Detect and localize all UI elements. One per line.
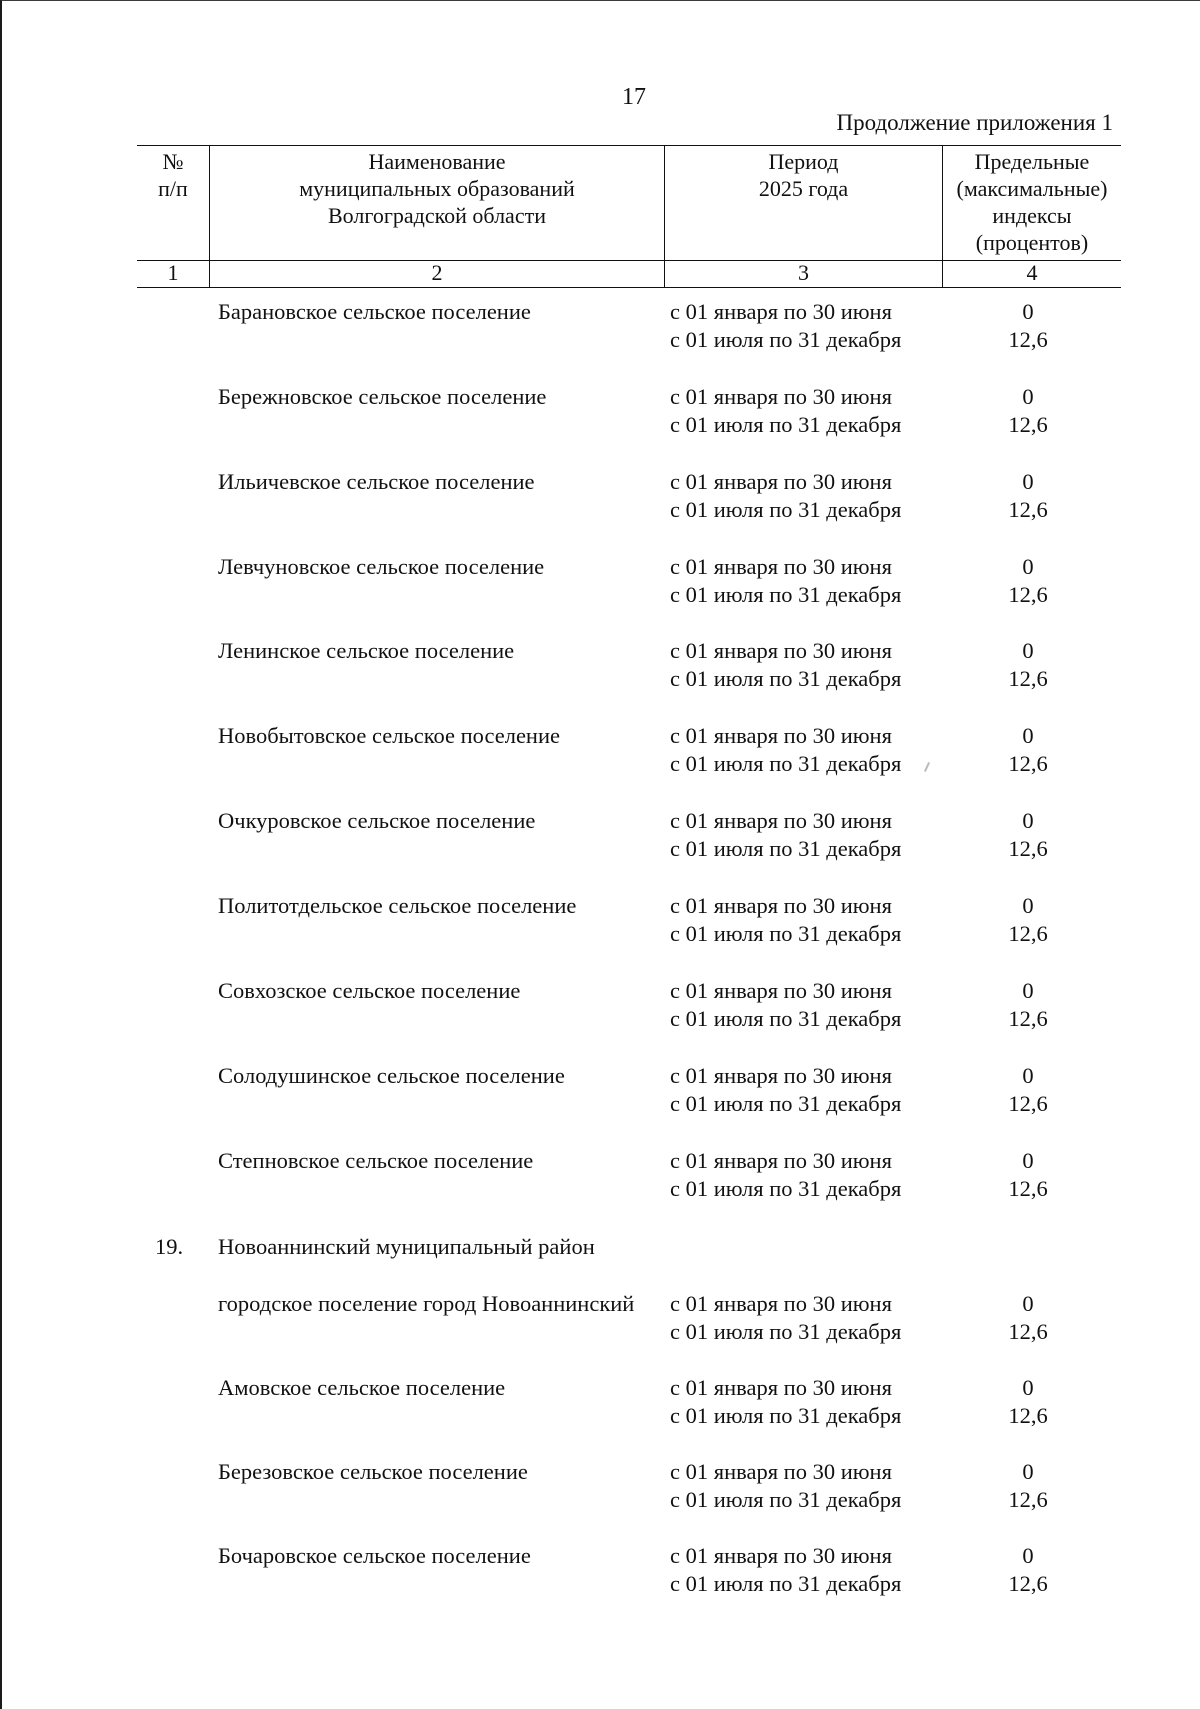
index-value: 0	[1022, 469, 1034, 494]
index-value: 0	[1022, 1459, 1034, 1484]
index-value: 12,6	[1008, 666, 1048, 691]
page-number: 17	[622, 84, 646, 110]
header-line: Наименование	[368, 149, 506, 174]
period-line: с 01 июля по 31 декабря	[670, 921, 902, 946]
index-value: 0	[1022, 384, 1034, 409]
period-line: с 01 июля по 31 декабря	[670, 1091, 902, 1116]
period-cell	[670, 1458, 901, 1514]
period-line: с 01 июля по 31 декабря	[670, 836, 902, 861]
municipality-name: Политотдельское сельское поселение	[218, 893, 577, 918]
index-cell	[968, 1374, 1088, 1430]
index-value: 0	[1022, 1291, 1034, 1316]
period-line: с 01 января по 30 июня	[670, 978, 892, 1003]
column-number: 2	[210, 259, 665, 287]
index-value: 0	[1022, 893, 1034, 918]
row-index: 19.	[155, 1234, 184, 1259]
period-cell	[670, 637, 901, 693]
period-line: с 01 июля по 31 декабря	[670, 751, 902, 776]
index-value: 12,6	[1008, 836, 1048, 861]
index-value: 12,6	[1008, 497, 1048, 522]
index-value: 12,6	[1008, 1487, 1048, 1512]
index-value: 12,6	[1008, 1571, 1048, 1596]
municipality-name: Солодушинское сельское поселение	[218, 1063, 565, 1088]
municipality-name: Новобытовское сельское поселение	[218, 723, 561, 748]
period-cell	[670, 553, 901, 609]
table-header	[137, 145, 1121, 261]
period-line: с 01 июля по 31 декабря	[670, 1176, 902, 1201]
index-cell	[968, 468, 1088, 524]
column-number: 3	[665, 259, 943, 287]
index-value: 0	[1022, 978, 1034, 1003]
header-period	[665, 146, 943, 260]
municipality-name: Барановское сельское поселение	[218, 299, 531, 324]
index-cell	[968, 892, 1088, 948]
period-cell	[670, 722, 901, 778]
period-cell	[670, 383, 901, 439]
index-value: 0	[1022, 1543, 1034, 1568]
period-line: с 01 января по 30 июня	[670, 1543, 892, 1568]
period-line: с 01 января по 30 июня	[670, 299, 892, 324]
header-index	[943, 146, 1121, 260]
period-line: с 01 июля по 31 декабря	[670, 666, 902, 691]
index-cell	[968, 298, 1088, 354]
period-cell	[670, 1542, 901, 1598]
period-line: с 01 июля по 31 декабря	[670, 1403, 902, 1428]
period-cell	[670, 298, 901, 354]
index-cell	[968, 1062, 1088, 1118]
header-name	[210, 146, 665, 260]
index-value: 0	[1022, 299, 1034, 324]
header-line: 2025 года	[758, 176, 849, 201]
index-value: 12,6	[1008, 751, 1048, 776]
period-line: с 01 июля по 31 декабря	[670, 1319, 902, 1344]
header-line: (максимальные)	[956, 176, 1108, 201]
period-line: с 01 января по 30 июня	[670, 893, 892, 918]
period-line: с 01 июля по 31 декабря	[670, 497, 902, 522]
period-line: с 01 января по 30 июня	[670, 469, 892, 494]
column-number: 1	[137, 259, 210, 287]
period-cell	[670, 1290, 901, 1346]
column-number: 4	[1026, 260, 1038, 285]
period-line: с 01 июля по 31 декабря	[670, 1571, 902, 1596]
index-cell	[968, 1290, 1088, 1346]
index-value: 12,6	[1008, 582, 1048, 607]
header-line: п/п	[158, 176, 188, 201]
index-cell	[968, 553, 1088, 609]
period-line: с 01 июля по 31 декабря	[670, 412, 902, 437]
municipality-name: Амовское сельское поселение	[218, 1375, 506, 1400]
municipality-name: Бочаровское сельское поселение	[218, 1543, 531, 1568]
period-line: с 01 января по 30 июня	[670, 554, 892, 579]
header-line: №	[162, 149, 184, 174]
index-cell	[968, 722, 1088, 778]
index-value: 0	[1022, 638, 1034, 663]
index-value: 12,6	[1008, 1176, 1048, 1201]
index-value: 12,6	[1008, 327, 1048, 352]
period-line: с 01 января по 30 июня	[670, 638, 892, 663]
header-line: (процентов)	[975, 230, 1089, 255]
period-line: с 01 января по 30 июня	[670, 384, 892, 409]
municipality-name: Бережновское сельское поселение	[218, 384, 547, 409]
index-value: 12,6	[1008, 1403, 1048, 1428]
period-cell	[670, 1062, 901, 1118]
continuation-note: Продолжение приложения 1	[836, 110, 1113, 135]
header-line: муниципальных образований	[299, 176, 575, 201]
header-line: Период	[768, 149, 839, 174]
index-cell	[968, 807, 1088, 863]
municipality-name: Степновское сельское поселение	[218, 1148, 534, 1173]
period-line: с 01 июля по 31 декабря	[670, 582, 902, 607]
index-cell	[968, 383, 1088, 439]
index-value: 12,6	[1008, 1006, 1048, 1031]
municipality-name: городское поселение город Новоаннинский	[218, 1291, 635, 1316]
period-cell	[670, 1374, 901, 1430]
index-value: 12,6	[1008, 1091, 1048, 1116]
period-cell	[670, 468, 901, 524]
municipality-name: Ильичевское сельское поселение	[218, 469, 535, 494]
municipality-name: Совхозское сельское поселение	[218, 978, 521, 1003]
period-line: с 01 января по 30 июня	[670, 1148, 892, 1173]
period-line: с 01 января по 30 июня	[670, 1063, 892, 1088]
index-cell	[968, 637, 1088, 693]
municipality-name: Новоаннинский муниципальный район	[218, 1234, 595, 1259]
header-line: индексы	[992, 203, 1072, 228]
period-line: с 01 января по 30 июня	[670, 1375, 892, 1400]
period-line: с 01 июля по 31 декабря	[670, 1006, 902, 1031]
index-value: 0	[1022, 1375, 1034, 1400]
index-value: 12,6	[1008, 921, 1048, 946]
header-number	[137, 146, 210, 260]
header-line: Волгоградской области	[328, 203, 546, 228]
municipality-name: Левчуновское сельское поселение	[218, 554, 545, 579]
period-cell	[670, 1147, 901, 1203]
index-value: 0	[1022, 1063, 1034, 1088]
period-line: с 01 января по 30 июня	[670, 723, 892, 748]
municipality-name: Очкуровское сельское поселение	[218, 808, 536, 833]
index-cell	[968, 1147, 1088, 1203]
municipality-name: Березовское сельское поселение	[218, 1459, 528, 1484]
index-value: 12,6	[1008, 1319, 1048, 1344]
period-cell	[670, 977, 901, 1033]
period-line: с 01 января по 30 июня	[670, 1459, 892, 1484]
index-value: 0	[1022, 554, 1034, 579]
municipality-name: Ленинское сельское поселение	[218, 638, 515, 663]
index-cell	[968, 977, 1088, 1033]
index-value: 0	[1022, 808, 1034, 833]
period-cell	[670, 807, 901, 863]
index-value: 12,6	[1008, 412, 1048, 437]
period-line: с 01 июля по 31 декабря	[670, 1487, 902, 1512]
index-cell	[968, 1542, 1088, 1598]
index-value: 0	[1022, 1148, 1034, 1173]
period-line: с 01 января по 30 июня	[670, 808, 892, 833]
period-cell	[670, 892, 901, 948]
index-cell	[968, 1458, 1088, 1514]
period-line: с 01 января по 30 июня	[670, 1291, 892, 1316]
header-line: Предельные	[974, 149, 1090, 174]
column-numbers-row	[137, 259, 1121, 288]
period-line: с 01 июля по 31 декабря	[670, 327, 902, 352]
index-value: 0	[1022, 723, 1034, 748]
